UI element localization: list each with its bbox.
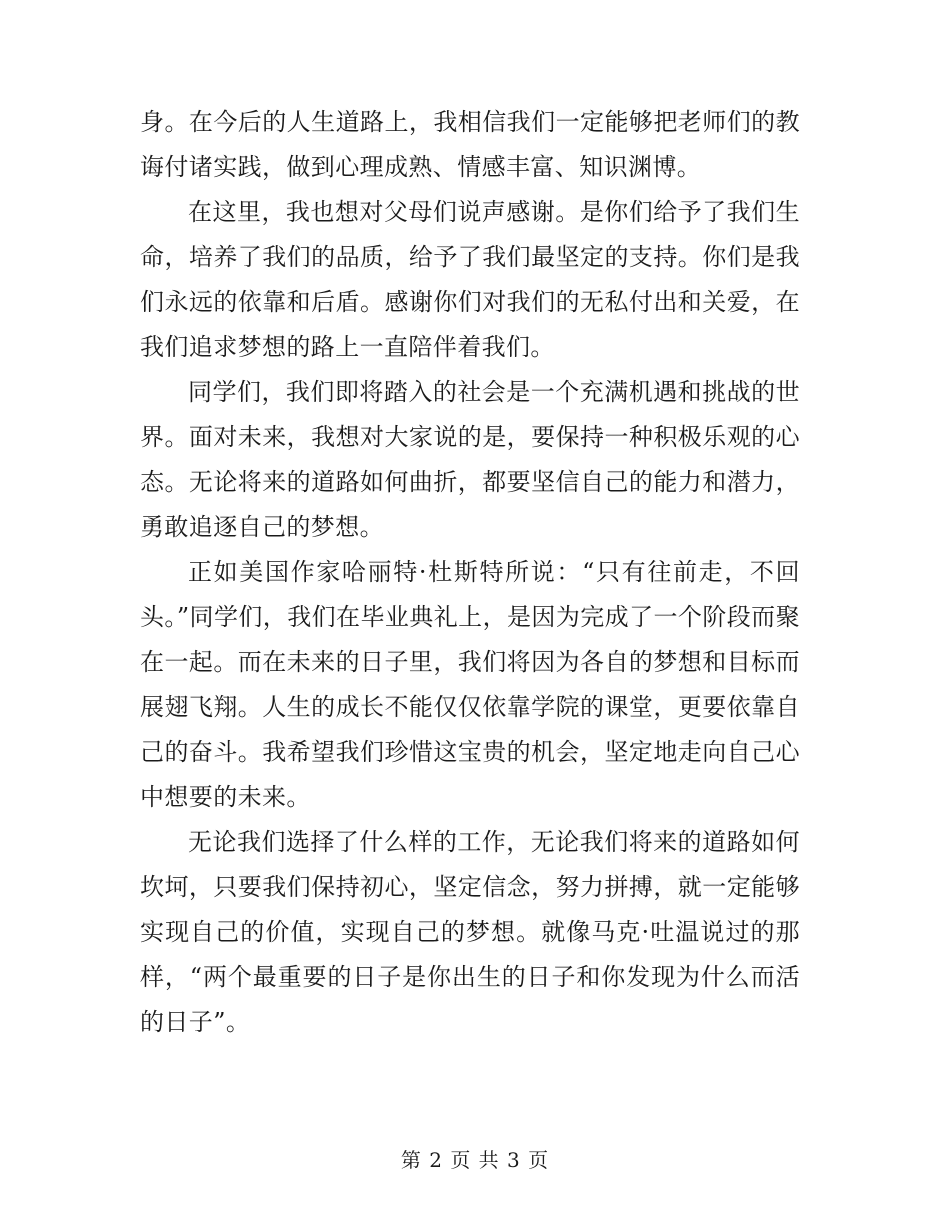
paragraph-quote-mark-twain: 无论我们选择了什么样的工作，无论我们将来的道路如何坎坷，只要我们保持初心，坚定信念，努力拼搏，就一定能够实现自己的价值，实现自己的梦想。就像马克·吐温说过的那样，“两个最重要的日子是你出生的日子和你发现为什么而活的日子”。 — [140, 828, 800, 1036]
document-body — [140, 100, 800, 1045]
paragraph-quote-harriet: 正如美国作家哈丽特·杜斯特所说：“只有往前走，不回头。”同学们，我们在毕业典礼上，是因为完成了一个阶段而聚在一起。而在未来的日子里，我们将因为各自的梦想和目标而展翅飞翔。人生的成长不能仅仅依靠学院的课堂，更要依靠自己的奋斗。我希望我们珍惜这宝贵的机会，坚定地走向自己心中想要的未来。 — [140, 558, 800, 811]
paragraph-thanks-parents: 在这里，我也想对父母们说声感谢。是你们给予了我们生命，培养了我们的品质，给予了我们最坚定的支持。你们是我们永远的依靠和后盾。感谢你们对我们的无私付出和关爱，在我们追求梦想的路上一直陪伴着我们。 — [140, 198, 800, 361]
paragraph-continuation: 身。在今后的人生道路上，我相信我们一定能够把老师们的教诲付诸实践，做到心理成熟、情感丰富、知识渊博。 — [140, 108, 800, 181]
paragraph-future-society: 同学们，我们即将踏入的社会是一个充满机遇和挑战的世界。面对未来，我想对大家说的是，要保持一种积极乐观的心态。无论将来的道路如何曲折，都要坚信自己的能力和潜力，勇敢追逐自己的梦想。 — [140, 378, 800, 541]
page-number-footer: 第 2 页 共 3 页 — [400, 1148, 550, 1172]
